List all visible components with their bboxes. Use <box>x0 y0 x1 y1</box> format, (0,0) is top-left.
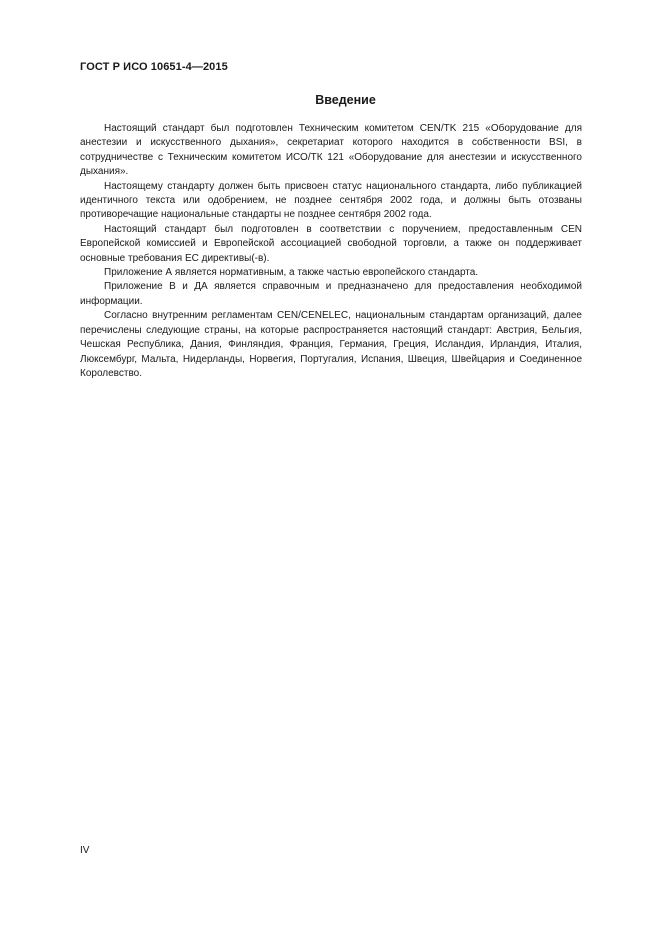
paragraph: Настоящий стандарт был подготовлен в соответствии с поручением, предоставленным CEN Европейской комиссией и Европейской ассоциацией свободной торговли, а также он поддерживает основные требования ЕС директивы(-в). <box>80 223 582 264</box>
paragraph: Приложение А является нормативным, а также частью европейского стандарта. <box>104 267 479 279</box>
paragraph: Настоящий стандарт был подготовлен Техническим комитетом CEN/TK 215 «Оборудование для анестезии и искусственного дыхания», секретариат которого находится в собственности BSI, в сотрудничестве с Техническим комитетом ИСО/ТК 121 «Оборудование для анестезии и искусственного дыхания». <box>80 123 582 178</box>
paragraph: Согласно внутренним регламентам CEN/CENELEC, национальным стандартам организаций, далее перечислены следующие страны, на которые распространяется настоящий стандарт: Австрия, Бельгия, Чешская Республика, Дания, Финляндия, Франция, Германия, Греция, Исландия, Ирландия, Италия, Люксембург, Мальта, Нидерланды, Норвегия, Португалия, Испания, Швеция, Швейцария и Соединенное Королевство. <box>80 310 582 379</box>
introduction-body <box>80 122 582 381</box>
paragraph: Приложение В и ДА является справочным и предназначено для предоставления необходимой информации. <box>80 281 582 307</box>
document-designation: ГОСТ Р ИСО 10651-4—2015 <box>80 61 228 73</box>
page-number: IV <box>80 845 90 856</box>
section-title: Введение <box>315 93 376 107</box>
paragraph: Настоящему стандарту должен быть присвоен статус национального стандарта, либо публикацией идентичного текста или одобрением, не позднее сентября 2002 года, и должны быть отозваны противоречащие национальные стандарты не позднее сентября 2002 года. <box>80 180 582 221</box>
